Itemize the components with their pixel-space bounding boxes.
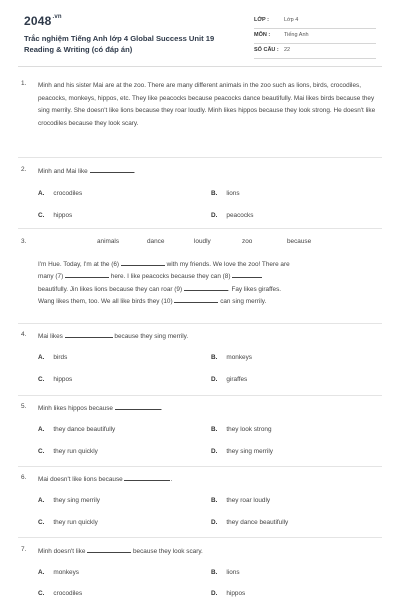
stem-text: because they look scary.: [132, 548, 203, 555]
option-letter: B.: [211, 569, 218, 576]
option-text: they roar loudly: [226, 497, 271, 504]
option-c[interactable]: [38, 212, 72, 219]
cloze-text: many (7): [38, 273, 64, 281]
question-stem: [38, 403, 163, 416]
option-a[interactable]: [38, 354, 67, 361]
option-c[interactable]: [38, 590, 82, 597]
option-text: monkeys: [53, 569, 79, 576]
page-title: Trắc nghiệm Tiếng Anh lớp 4 Global Success Unit 19 Reading & Writing (có đáp án): [24, 34, 215, 54]
meta-lop: [254, 16, 376, 29]
answer-blank: [121, 259, 165, 266]
option-b[interactable]: [211, 190, 240, 197]
cloze-passage: [38, 259, 378, 309]
cloze-text: Wang likes them, too. We all like birds they (10): [38, 298, 173, 306]
cloze-line: [38, 271, 378, 283]
divider: [18, 323, 382, 324]
cloze-text: beautifully. Jin likes lions because they can roar (9): [38, 285, 183, 293]
stem-text: Minh likes hippos because: [38, 405, 113, 412]
divider: [18, 157, 382, 158]
option-c[interactable]: [38, 519, 98, 526]
question-number: 5.: [21, 403, 27, 410]
divider: [18, 395, 382, 396]
option-text: monkeys: [226, 354, 252, 361]
option-text: lions: [226, 190, 240, 197]
option-c[interactable]: [38, 376, 72, 383]
option-b[interactable]: [211, 497, 270, 504]
option-text: they run quickly: [53, 519, 98, 526]
divider: [18, 228, 382, 229]
question-stem: [38, 331, 188, 344]
option-b[interactable]: [211, 426, 272, 433]
option-text: they run quickly: [53, 448, 98, 455]
stem-end: .: [170, 476, 173, 483]
option-letter: A.: [38, 426, 45, 433]
option-letter: D.: [211, 590, 218, 597]
question-number: 3.: [21, 238, 27, 245]
word-bank-item: loudly: [194, 238, 211, 245]
meta-socau: [254, 46, 376, 59]
option-text: they dance beautifully: [226, 519, 289, 526]
page-header: [0, 0, 400, 64]
answer-blank: [65, 331, 113, 338]
option-text: peacocks: [226, 212, 254, 219]
option-text: hippos: [53, 376, 73, 383]
word-bank-item: dance: [147, 238, 165, 245]
option-text: they sing merrily: [226, 448, 273, 455]
stem-end: .: [133, 168, 136, 175]
site-logo[interactable]: [24, 14, 62, 28]
option-text: crocodiles: [53, 190, 83, 197]
option-d[interactable]: [211, 448, 273, 455]
word-bank-item: animals: [97, 238, 120, 245]
logo-text: 2048: [24, 14, 52, 28]
meta-socau-label: SỐ CÂU :: [254, 47, 279, 53]
option-letter: D.: [211, 212, 218, 219]
option-c[interactable]: [38, 448, 98, 455]
option-letter: A.: [38, 497, 45, 504]
divider: [18, 466, 382, 467]
meta-lop-value: Lớp 4: [284, 17, 299, 23]
cloze-text: with my friends. We love the zoo! There are: [166, 261, 290, 268]
option-b[interactable]: [211, 354, 252, 361]
header-divider: [18, 66, 382, 67]
option-text: they sing merrily: [53, 497, 100, 504]
answer-blank: [65, 271, 109, 278]
answer-blank: [232, 271, 262, 278]
option-a[interactable]: [38, 497, 100, 504]
answer-blank: [115, 403, 161, 410]
meta-mon: [254, 31, 376, 44]
stem-end: .: [160, 405, 163, 412]
answer-blank: [124, 474, 173, 483]
divider: [18, 537, 382, 538]
option-letter: C.: [38, 519, 45, 526]
word-bank-item: because: [287, 238, 312, 245]
reading-passage: Minh and his sister Mai are at the zoo. There are many different animals in the zoo such as lions, birds, crocodiles, peacocks, monkeys, hippos, etc. They like peacocks because peacocks dance beautifully. Mai likes birds because they sing merrily. She doesn't like lions because they roar loudly. Minh likes hippos because they look strong. He doesn't like crocodiles because they look scary.: [38, 82, 376, 127]
cloze-text: can sing merrily.: [220, 298, 267, 306]
option-letter: B.: [211, 426, 218, 433]
meta-mon-value: Tiếng Anh: [284, 32, 309, 38]
cloze-line: [38, 296, 378, 308]
stem-text: Minh doesn't like: [38, 548, 86, 555]
word-bank-item: zoo: [242, 238, 253, 245]
question-number: 1.: [21, 80, 27, 87]
option-a[interactable]: [38, 190, 82, 197]
option-text: they dance beautifully: [53, 426, 116, 433]
option-letter: D.: [211, 519, 218, 526]
meta-lop-label: LỚP :: [254, 17, 269, 23]
answer-blank: [87, 546, 131, 553]
option-text: crocodiles: [53, 590, 83, 597]
option-text: hippos: [226, 590, 246, 597]
question-number: 2.: [21, 166, 27, 173]
option-letter: C.: [38, 590, 45, 597]
option-letter: B.: [211, 497, 218, 504]
option-text: hippos: [53, 212, 73, 219]
answer-blank: [90, 166, 134, 173]
option-a[interactable]: [38, 426, 115, 433]
option-text: birds: [53, 354, 68, 361]
question-stem: [38, 474, 172, 487]
option-d[interactable]: [211, 212, 253, 219]
meta-mon-label: MÔN :: [254, 32, 271, 38]
cloze-line: [38, 284, 378, 296]
option-letter: C.: [38, 376, 45, 383]
option-letter: D.: [211, 376, 218, 383]
cloze-text: here. I like peacocks because they can (8): [110, 273, 231, 281]
option-letter: C.: [38, 212, 45, 219]
option-letter: C.: [38, 448, 45, 455]
option-b[interactable]: [211, 569, 240, 576]
option-d[interactable]: [211, 590, 245, 597]
answer-blank: [184, 284, 228, 291]
option-text: they look strong: [226, 426, 272, 433]
stem-text: Mai doesn't like lions because: [38, 476, 123, 483]
option-a[interactable]: [38, 569, 79, 576]
question-stem: [38, 546, 203, 559]
option-letter: D.: [211, 448, 218, 455]
question-number: 4.: [21, 331, 27, 338]
option-letter: A.: [38, 190, 45, 197]
question-number: 7.: [21, 546, 27, 553]
stem-text: because they sing merrily.: [114, 333, 189, 340]
cloze-line: [38, 259, 378, 271]
option-d[interactable]: [211, 376, 247, 383]
option-d[interactable]: [211, 519, 288, 526]
option-text: giraffes: [226, 376, 248, 383]
answer-blank: [174, 296, 218, 303]
logo-suffix: .vn: [52, 14, 62, 20]
cloze-text: . Fay likes giraffes.: [227, 285, 282, 293]
cloze-text: I'm Hue. Today, I'm at the (6): [38, 261, 120, 268]
meta-socau-value: 22: [284, 47, 291, 53]
option-letter: B.: [211, 354, 218, 361]
option-text: lions: [226, 569, 240, 576]
option-letter: A.: [38, 354, 45, 361]
stem-text: Minh and Mai like: [38, 168, 88, 175]
question-stem: [38, 166, 135, 179]
stem-text: Mai likes: [38, 333, 63, 340]
option-letter: B.: [211, 190, 218, 197]
option-letter: A.: [38, 569, 45, 576]
question-number: 6.: [21, 474, 27, 481]
